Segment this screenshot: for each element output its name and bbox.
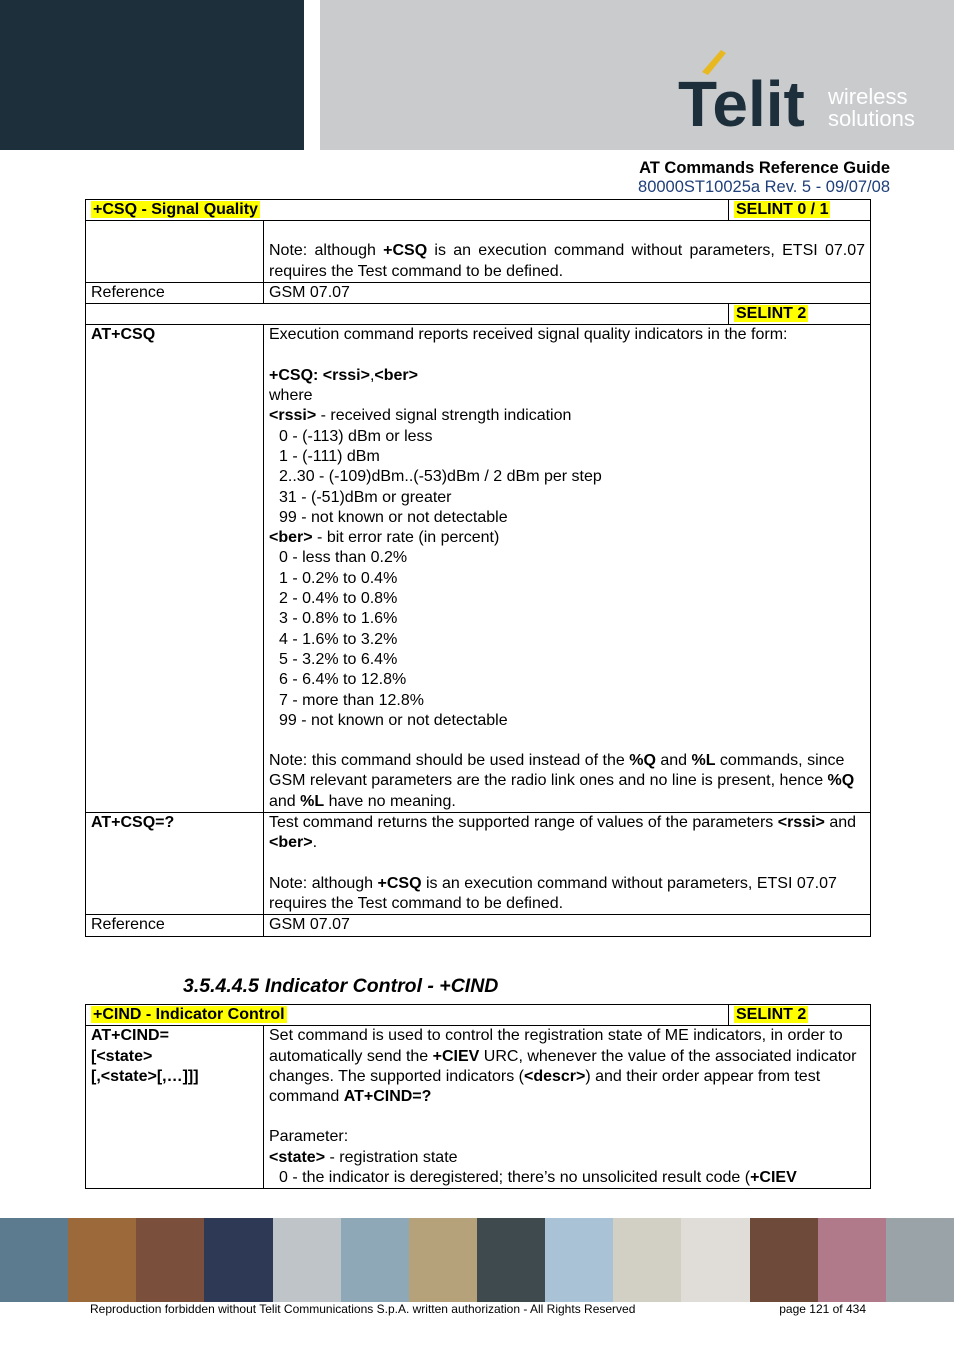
telit-logo bbox=[676, 50, 936, 135]
cind-table-title: +CIND - Indicator Control bbox=[93, 1006, 285, 1023]
ber-value: 3 - 0.8% to 1.6% bbox=[279, 610, 398, 628]
logo-tagline-2: solutions bbox=[828, 106, 915, 131]
exec-note: Note: this command should be used instead of the %Q and %L commands, since GSM relevant parameters are the radio link ones and no line is present, hence %Q and %L have no meaning. bbox=[269, 752, 855, 810]
ber-value: 1 - 0.2% to 0.4% bbox=[279, 569, 398, 587]
csq-reference-row bbox=[86, 282, 871, 303]
logo-brand: Telit bbox=[678, 68, 805, 135]
ber-value: 4 - 1.6% to 3.2% bbox=[279, 630, 398, 648]
csq-note-row: Note: although +CSQ is an execution command without parameters, ETSI 07.07 requires the Test command to be defined. bbox=[86, 221, 871, 283]
command-name: AT+CSQ bbox=[86, 325, 264, 813]
reference-label: Reference bbox=[86, 915, 264, 936]
selint-badge: SELINT 2 bbox=[736, 305, 807, 323]
section-heading bbox=[183, 975, 498, 998]
response-format: +CSQ: <rssi>,<ber> bbox=[269, 366, 418, 384]
section-number: 3.5.4.4.5 bbox=[183, 975, 259, 997]
csq-reference-row bbox=[86, 915, 871, 936]
ber-value: 7 - more than 12.8% bbox=[279, 691, 424, 709]
command-name: AT+CSQ=? bbox=[86, 813, 264, 915]
selint-badge: SELINT 2 bbox=[736, 1006, 807, 1023]
csq-table bbox=[85, 199, 871, 937]
section-title: Indicator Control - +CIND bbox=[264, 975, 499, 997]
doc-title: AT Commands Reference Guide bbox=[639, 159, 890, 177]
selint-badge: SELINT 0 / 1 bbox=[736, 201, 829, 218]
csq-test-row: AT+CSQ=? Test command returns the supported range of values of the parameters <rssi> and <ber>. Note: although +CSQ is an execution command without parameters, ETSI 07.07 requires the Test command to be defined. bbox=[86, 813, 871, 915]
footer-photo-strip bbox=[0, 1218, 954, 1302]
command-name: AT+CIND= [<state> [,<state>[,…]]] bbox=[86, 1026, 264, 1189]
reference-label: Reference bbox=[86, 282, 264, 303]
cind-title-row bbox=[86, 1005, 871, 1026]
csq-title-row bbox=[86, 200, 871, 221]
csq-table-title: +CSQ - Signal Quality bbox=[93, 201, 258, 218]
ber-value: 99 - not known or not detectable bbox=[279, 711, 508, 729]
csq-exec-row: AT+CSQ Execution command reports received signal quality indicators in the form: +CSQ: <rssi>,<ber> where <rssi> - received signal strength indication 0 - (-113) dBm or less 1 - (-111) dBm 2..30 - (-109)dBm..(-53)dBm / 2 dBm per step 31 - (-51)dBm or greater 99 - not known or not detectable <ber> - bit error rate (in percent) 0 - less than 0.2% 1 - 0.2% to 0.4% 2 - 0.4% to 0.8% 3 - 0.8% to 1.6% 4 - 1.6% to 3.2% 5 - 3.2% to 6.4% 6 - 6.4% to 12.8% 7 - more than 12.8% 99 - not known or not detectable Note: this command should be used instead of the %Q and %L commands, since GSM relevant parameters are the radio link ones and no line is present, hence %Q and %L have no meaning. bbox=[86, 325, 871, 813]
cind-set-row: AT+CIND= [<state> [,<state>[,…]]] Set command is used to control the registration state of ME indicators, in order to automatically send the +CIEV URC, whenever the value of the associated indicator changes. The supported indicators (<descr>) and their order appear from test command AT+CIND=? Parameter: <state> - registration state 0 - the indicator is deregistered; there’s no unsolicited result code (+CIEV bbox=[86, 1026, 871, 1189]
header-dark-panel bbox=[0, 0, 304, 150]
param-state: <state> - registration state bbox=[269, 1148, 458, 1166]
param-rssi: <rssi> - received signal strength indication bbox=[269, 407, 572, 425]
rssi-value: 99 - not known or not detectable bbox=[279, 508, 508, 526]
ber-value: 6 - 6.4% to 12.8% bbox=[279, 671, 407, 689]
doc-code: 80000ST10025a Rev. 5 - 09/07/08 bbox=[638, 178, 890, 196]
cind-table bbox=[85, 1004, 871, 1189]
rssi-value: 0 - (-113) dBm or less bbox=[279, 427, 433, 445]
ber-value: 5 - 3.2% to 6.4% bbox=[279, 650, 398, 668]
footer-copyright: Reproduction forbidden without Telit Communications S.p.A. written authorization - All Rights Reserved bbox=[90, 1302, 636, 1316]
state-value: 0 - the indicator is deregistered; there’s no unsolicited result code (+CIEV bbox=[279, 1169, 797, 1187]
rssi-value: 31 - (-51)dBm or greater bbox=[279, 488, 452, 506]
ber-value: 2 - 0.4% to 0.8% bbox=[279, 590, 398, 608]
csq-selint2-row bbox=[86, 304, 871, 325]
page-number: page 121 of 434 bbox=[779, 1302, 866, 1316]
logo-tagline-1: wireless bbox=[828, 84, 908, 109]
rssi-value: 2..30 - (-109)dBm..(-53)dBm / 2 dBm per step bbox=[279, 468, 602, 486]
param-ber: <ber> - bit error rate (in percent) bbox=[269, 529, 500, 547]
reference-value: GSM 07.07 bbox=[264, 915, 871, 936]
ber-value: 0 - less than 0.2% bbox=[279, 549, 408, 567]
rssi-value: 1 - (-111) dBm bbox=[279, 447, 380, 465]
reference-value: GSM 07.07 bbox=[264, 282, 871, 303]
